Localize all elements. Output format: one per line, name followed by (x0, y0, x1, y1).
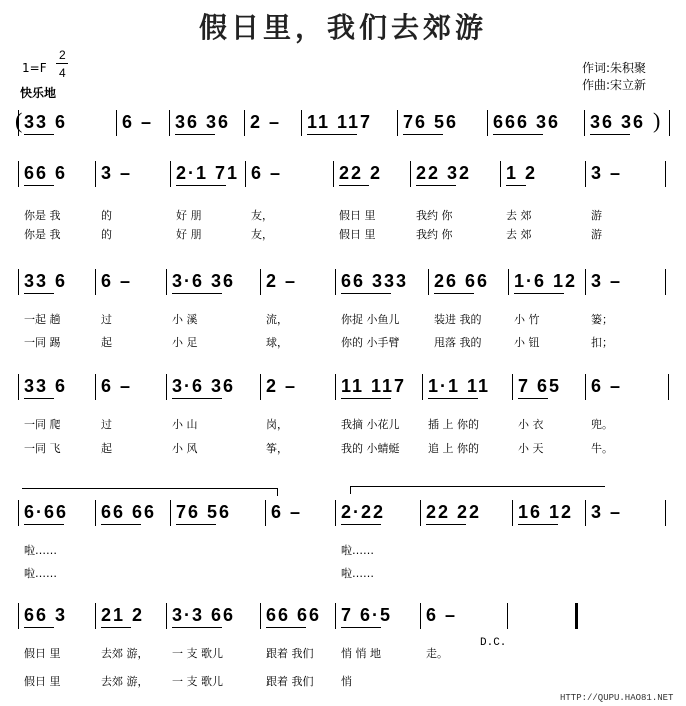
lyric-text: 假日 里 (24, 675, 61, 688)
lyric-text: 起 (101, 336, 112, 349)
measure-notes: 66 333 (341, 271, 409, 291)
time-signature-bottom: 4 (59, 66, 66, 80)
time-signature-top: 2 (59, 48, 66, 62)
beam-underline (24, 524, 64, 525)
bar-line (170, 161, 171, 187)
lyric-text: 的 (101, 228, 112, 241)
measure-notes: 6·66 (24, 502, 69, 522)
lyric-text: 一同 踢 (24, 336, 61, 349)
bar-line (508, 269, 509, 295)
repeat-bracket-2 (350, 486, 605, 487)
beam-underline (24, 627, 54, 628)
measure-notes: 76 56 (176, 502, 232, 522)
lyric-text: 兜。 (591, 418, 613, 431)
beam-underline (24, 134, 54, 135)
lyric-text: 我摘 小花儿 (341, 418, 400, 431)
bar-line (487, 110, 488, 136)
lyric-text: 你捉 小鱼儿 (341, 313, 400, 326)
bar-line (95, 269, 96, 295)
beam-underline (518, 524, 558, 525)
bar-line (665, 269, 666, 295)
measure-notes: 22 2 (339, 163, 383, 183)
bar-line (585, 269, 586, 295)
lyric-text: 好 朋 (176, 209, 202, 222)
bar-line (170, 500, 171, 526)
bar-line (95, 161, 96, 187)
measure-notes: 6 – (101, 376, 133, 396)
lyric-text: 去 郊 (506, 209, 532, 222)
bar-line (420, 500, 421, 526)
key-signature: 1=F (22, 61, 47, 75)
measure-notes: 2·22 (341, 502, 386, 522)
measure-notes: 66 6 (24, 163, 68, 183)
lyric-text: 筝， (266, 442, 288, 455)
bar-line (95, 603, 96, 629)
beam-underline (341, 398, 391, 399)
bar-line (584, 110, 585, 136)
lyric-text: 一起 趟 (24, 313, 61, 326)
bar-line (410, 161, 411, 187)
beam-underline (175, 134, 215, 135)
measure-notes: 66 66 (266, 605, 322, 625)
lyric-text: 球， (266, 336, 288, 349)
lyric-text: 啦…… (24, 567, 57, 580)
song-title: 假日里，我们去郊游 (198, 11, 487, 44)
lyricist-credit: 作词:朱积聚 (582, 61, 647, 75)
intro-open-paren: ( (15, 108, 23, 133)
beam-underline (506, 185, 526, 186)
beam-underline (341, 524, 381, 525)
beam-underline (172, 627, 222, 628)
beam-underline (518, 398, 548, 399)
bar-line (668, 374, 669, 400)
bar-line (260, 269, 261, 295)
bar-line (335, 269, 336, 295)
beam-underline (176, 185, 226, 186)
measure-notes: 1·6 12 (514, 271, 578, 291)
measure-notes: 3 – (591, 271, 623, 291)
beam-underline (266, 627, 306, 628)
beam-underline (24, 185, 54, 186)
lyric-text: 悄 悄 地 (341, 647, 381, 660)
lyric-text: 友， (251, 228, 273, 241)
beam-underline (24, 398, 54, 399)
lyric-text: 扣； (591, 336, 613, 349)
bar-line (428, 269, 429, 295)
beam-underline (101, 524, 141, 525)
lyric-text: 去 郊 (506, 228, 532, 241)
bar-line (260, 374, 261, 400)
bar-line (166, 374, 167, 400)
measure-notes: 3 – (591, 502, 623, 522)
bar-line (18, 161, 19, 187)
bar-line (669, 110, 670, 136)
lyric-text: 篓； (591, 313, 613, 326)
measure-notes: 6 – (251, 163, 283, 183)
bar-line (512, 500, 513, 526)
beam-underline (341, 627, 381, 628)
beam-underline (428, 398, 478, 399)
bar-line (18, 603, 19, 629)
lyric-text: 假日 里 (339, 228, 376, 241)
lyric-text: 走。 (426, 647, 448, 660)
bar-line (166, 269, 167, 295)
measure-notes: 1 2 (506, 163, 538, 183)
lyric-text: 啦…… (24, 544, 57, 557)
bar-line (169, 110, 170, 136)
measure-notes: 2·1 71 (176, 163, 240, 183)
lyric-text: 悄 (341, 675, 352, 688)
measure-notes: 33 6 (24, 376, 68, 396)
measure-notes: 16 12 (518, 502, 574, 522)
measure-notes: 6 – (122, 112, 154, 132)
lyric-text: 你的 小手臂 (341, 336, 400, 349)
beam-underline (590, 134, 630, 135)
watermark: HTTP://QUPU.HAO81.NET (560, 693, 674, 703)
bar-line (397, 110, 398, 136)
bar-line (18, 374, 19, 400)
measure-notes: 66 66 (101, 502, 157, 522)
bar-line (333, 161, 334, 187)
measure-notes: 3 – (591, 163, 623, 183)
bar-line (335, 500, 336, 526)
measure-notes: 33 6 (24, 271, 68, 291)
bar-line (260, 603, 261, 629)
lyric-text: 小 竹 (514, 313, 540, 326)
lyric-text: 小 风 (172, 442, 198, 455)
lyric-text: 我的 小蜻蜓 (341, 442, 400, 455)
bar-line (301, 110, 302, 136)
lyric-text: 插 上 你的 (428, 418, 479, 431)
beam-underline (416, 185, 456, 186)
measure-notes: 21 2 (101, 605, 145, 625)
lyric-text: 假日 里 (24, 647, 61, 660)
repeat-bracket-1-end (277, 488, 278, 496)
measure-notes: 36 36 (175, 112, 231, 132)
measure-notes: 6 – (271, 502, 303, 522)
bar-line (95, 500, 96, 526)
bar-line (18, 269, 19, 295)
measure-notes: 6 – (426, 605, 458, 625)
lyric-text: 小 衣 (518, 418, 544, 431)
measure-notes: 26 66 (434, 271, 490, 291)
bar-line (665, 500, 666, 526)
measure-notes: 6 – (591, 376, 623, 396)
composer-credit: 作曲:宋立新 (582, 78, 647, 92)
measure-notes: 2 – (250, 112, 282, 132)
measure-notes: 1·1 11 (428, 376, 491, 396)
lyric-text: 游 (591, 228, 602, 241)
lyric-text: 岗， (266, 418, 288, 431)
measure-notes: 6 – (101, 271, 133, 291)
bar-line (500, 161, 501, 187)
bar-line (335, 603, 336, 629)
lyric-text: 你是 我 (24, 228, 61, 241)
lyric-text: 去郊 游， (101, 675, 149, 688)
bar-line (507, 603, 508, 629)
measure-notes: 3·6 36 (172, 376, 236, 396)
bar-line (18, 500, 19, 526)
time-signature-line (56, 63, 68, 64)
lyric-text: 过 (101, 313, 112, 326)
lyric-text: 小 山 (172, 418, 198, 431)
beam-underline (172, 398, 222, 399)
repeat-bracket-2-start (350, 486, 351, 494)
lyric-text: 装进 我的 (434, 313, 482, 326)
measure-notes: 33 6 (24, 112, 68, 132)
beam-underline (514, 293, 564, 294)
lyric-text: 小 足 (172, 336, 198, 349)
measure-notes: 11 117 (341, 376, 407, 396)
measure-notes: 7 6·5 (341, 605, 393, 625)
lyric-text: 好 朋 (176, 228, 202, 241)
measure-notes: 66 3 (24, 605, 68, 625)
lyric-text: 过 (101, 418, 112, 431)
beam-underline (403, 134, 443, 135)
measure-notes: 2 – (266, 376, 298, 396)
measure-notes: 76 56 (403, 112, 459, 132)
bar-line (335, 374, 336, 400)
measure-notes: 22 22 (426, 502, 482, 522)
lyric-text: 一 支 歌儿 (172, 675, 223, 688)
lyric-text: 游 (591, 209, 602, 222)
bar-line (585, 374, 586, 400)
bar-line (95, 374, 96, 400)
bar-line (116, 110, 117, 136)
measure-notes: 36 36 (590, 112, 646, 132)
lyric-text: 小 溪 (172, 313, 198, 326)
lyric-text: 去郊 游， (101, 647, 149, 660)
bar-line (512, 374, 513, 400)
bar-line (244, 110, 245, 136)
lyric-text: 的 (101, 209, 112, 222)
beam-underline (493, 134, 543, 135)
measure-notes: 3·3 66 (172, 605, 236, 625)
measure-notes: 7 65 (518, 376, 562, 396)
bar-line (245, 161, 246, 187)
measure-notes: 666 36 (493, 112, 561, 132)
measure-notes: 11 117 (307, 112, 373, 132)
beam-underline (434, 293, 474, 294)
beam-underline (101, 627, 131, 628)
lyric-text: 啦…… (341, 544, 374, 557)
final-bar-line (575, 603, 578, 629)
beam-underline (307, 134, 357, 135)
bar-line (166, 603, 167, 629)
lyric-text: 一 支 歌儿 (172, 647, 223, 660)
measure-notes: 3 – (101, 163, 133, 183)
beam-underline (172, 293, 222, 294)
lyric-text: 友， (251, 209, 273, 222)
lyric-text: 牛。 (591, 442, 613, 455)
beam-underline (339, 185, 369, 186)
beam-underline (426, 524, 466, 525)
bar-line (422, 374, 423, 400)
lyric-text: 啦…… (341, 567, 374, 580)
lyric-text: 一同 爬 (24, 418, 61, 431)
lyric-text: 甩落 我的 (434, 336, 482, 349)
lyric-text: 起 (101, 442, 112, 455)
bar-line (420, 603, 421, 629)
lyric-text: 追 上 你的 (428, 442, 479, 455)
lyric-text: 假日 里 (339, 209, 376, 222)
lyric-text: 你是 我 (24, 209, 61, 222)
measure-notes: 3·6 36 (172, 271, 236, 291)
beam-underline (24, 293, 54, 294)
tempo-marking: 快乐地 (20, 86, 57, 100)
beam-underline (341, 293, 391, 294)
bar-line (585, 161, 586, 187)
lyric-text: 跟着 我们 (266, 647, 314, 660)
lyric-text: 一同 飞 (24, 442, 61, 455)
lyric-text: 小 钮 (514, 336, 540, 349)
bar-line (585, 500, 586, 526)
lyric-text: 我约 你 (416, 209, 453, 222)
bar-line (265, 500, 266, 526)
lyric-text: 跟着 我们 (266, 675, 314, 688)
repeat-bracket-1 (22, 488, 277, 489)
measure-notes: 22 32 (416, 163, 472, 183)
lyric-text: 我约 你 (416, 228, 453, 241)
lyric-text: 小 天 (518, 442, 544, 455)
dc-marking: D.C. (480, 637, 507, 649)
measure-notes: 2 – (266, 271, 298, 291)
bar-line (665, 161, 666, 187)
beam-underline (176, 524, 216, 525)
intro-close-paren: ) (653, 108, 661, 133)
lyric-text: 流， (266, 313, 288, 326)
